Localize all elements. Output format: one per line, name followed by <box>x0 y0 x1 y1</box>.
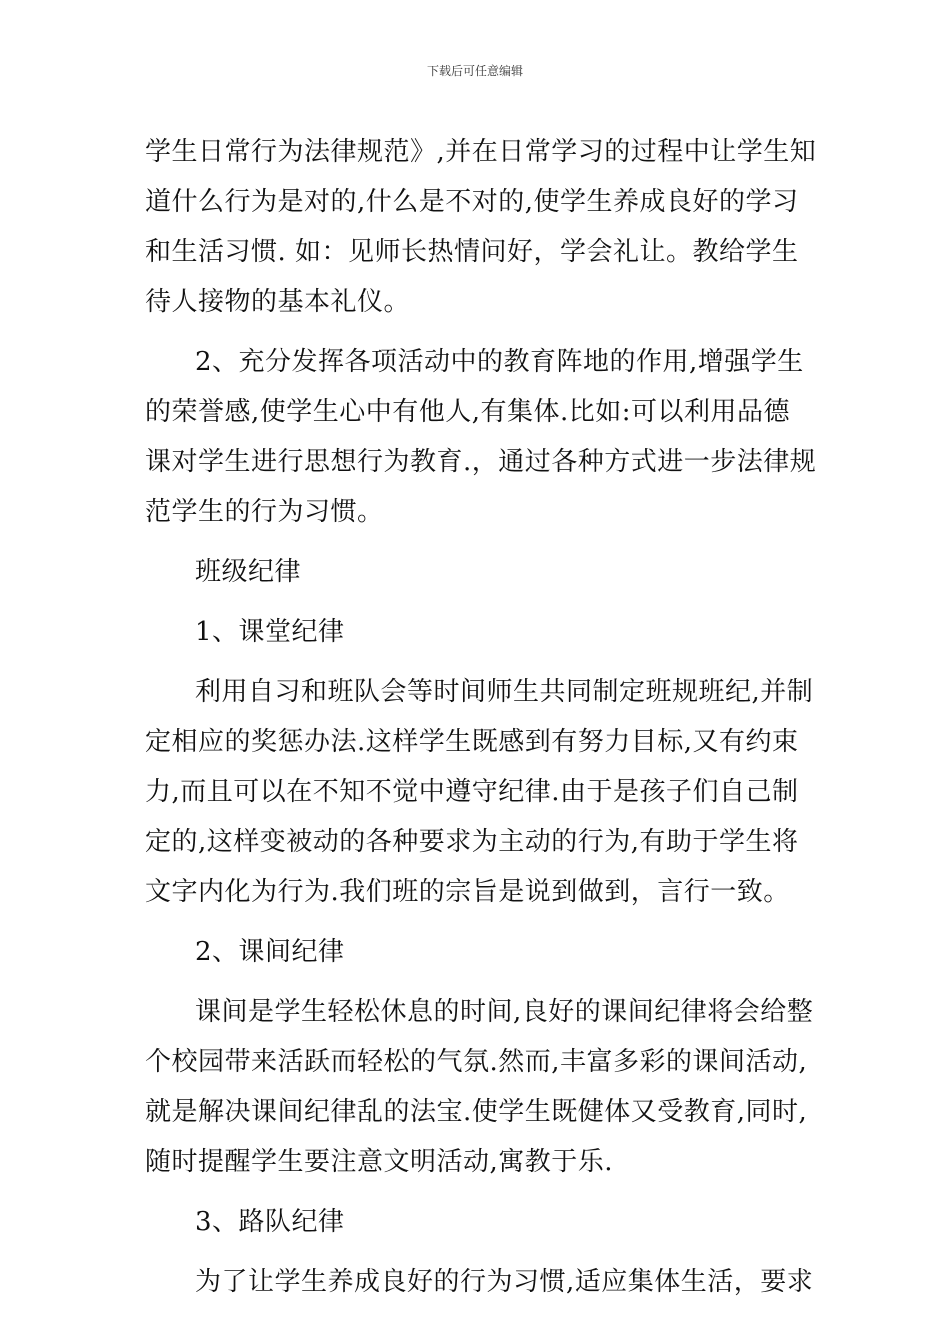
text-line: 学生日常行为法律规范》,并在日常学习的过程中让学生知 <box>145 137 817 167</box>
paragraph-activities <box>145 337 817 537</box>
text-line: 2、充分发挥各项活动中的教育阵地的作用,增强学生 <box>195 347 804 377</box>
text-line: 道什么行为是对的,什么是不对的,使学生养成良好的学习 <box>145 187 799 217</box>
text-line: 待人接物的基本礼仪。 <box>145 287 411 317</box>
subheading-classroom-discipline: 1、课堂纪律 <box>195 617 345 647</box>
paragraph-queue-rules <box>145 1257 813 1307</box>
page-header-note: 下载后可任意编辑 <box>426 64 523 78</box>
text-line: 定相应的奖惩办法.这样学生既感到有努力目标,又有约束 <box>145 727 799 757</box>
text-line: 为了让学生养成良好的行为习惯,适应集体生活，要求 <box>195 1267 814 1297</box>
text-line: 定的,这样变被动的各种要求为主动的行为,有助于学生将 <box>145 827 799 857</box>
section-heading-class-discipline: 班级纪律 <box>195 557 302 587</box>
text-line: 利用自习和班队会等时间师生共同制定班规班纪,并制 <box>195 677 814 707</box>
text-line: 课对学生进行思想行为教育.，通过各种方式进一步法律规 <box>145 447 817 477</box>
subheading-break-discipline: 2、课间纪律 <box>195 937 345 967</box>
paragraph-behavior-norms <box>145 127 817 327</box>
text-line: 和生活习惯. 如：见师长热情问好，学会礼让。教给学生 <box>145 237 799 267</box>
paragraph-classroom-rules <box>145 667 813 917</box>
paragraph-break-rules <box>145 987 813 1187</box>
text-line: 课间是学生轻松休息的时间,良好的课间纪律将会给整 <box>195 997 814 1027</box>
text-line: 力,而且可以在不知不觉中遵守纪律.由于是孩子们自己制 <box>145 777 799 807</box>
subheading-queue-discipline: 3、路队纪律 <box>195 1207 345 1237</box>
document-body <box>145 127 817 1307</box>
text-line: 随时提醒学生要注意文明活动,寓教于乐. <box>145 1147 614 1177</box>
text-line: 文字内化为行为.我们班的宗旨是说到做到，言行一致。 <box>145 877 790 907</box>
text-line: 的荣誉感,使学生心中有他人,有集体.比如:可以利用品德 <box>145 397 791 427</box>
text-line: 个校园带来活跃而轻松的气氛.然而,丰富多彩的课间活动, <box>145 1047 808 1077</box>
text-line: 就是解决课间纪律乱的法宝.使学生既健体又受教育,同时, <box>145 1097 808 1127</box>
text-line: 范学生的行为习惯。 <box>145 497 384 527</box>
